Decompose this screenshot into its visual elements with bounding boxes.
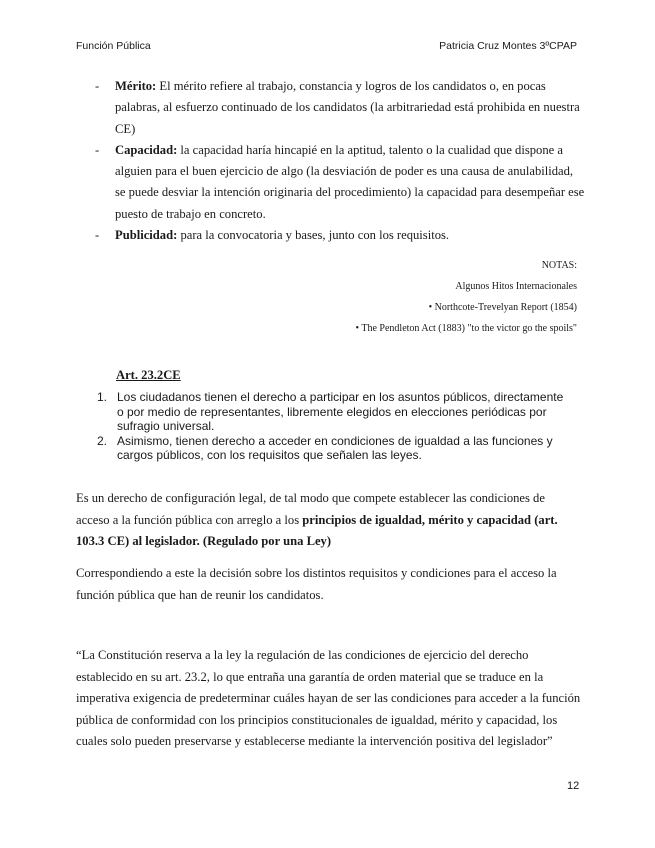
paragraph-bold: principios de igualdad, mérito y capacidad (art. 103.3 CE) al legislador. (Regulado por una Ley) bbox=[76, 512, 558, 548]
header-right: Patricia Cruz Montes 3ºCPAP bbox=[439, 40, 577, 52]
bullet-term: Publicidad: bbox=[115, 228, 178, 243]
notes-item-pendleton: • The Pendleton Act (1883) "to the victor go the spoils" bbox=[355, 323, 577, 334]
notes-title: NOTAS: bbox=[541, 260, 577, 271]
bullet-publicidad bbox=[95, 225, 585, 246]
bullet-marker: - bbox=[95, 228, 100, 243]
bullet-text: la capacidad haría hincapié en la aptitud, talento o la cualidad que dispone a alguien para el buen ejercicio de algo (la desviación de poder es una causa de anulabilidad, se puede desviar la intención originaria del procedimiento) la capacidad para desempeñar ese puesto de trabajo en concreto. bbox=[115, 142, 585, 221]
article-item-text: Los ciudadanos tienen el derecho a participar en los asuntos públicos, directamente o por medio de representantes, libremente elegidos en elecciones periódicas por sufragio universal. bbox=[117, 390, 564, 433]
bullet-capacidad bbox=[95, 140, 585, 225]
bullet-term: Capacidad: bbox=[115, 142, 178, 157]
notes-subtitle: Algunos Hitos Internacionales bbox=[455, 281, 577, 292]
article-item-number: 2. bbox=[97, 433, 108, 448]
paragraph-text: Es un derecho de configuración legal, de tal modo que compete establecer las condiciones de acceso a la función pública con arreglo a los bbox=[76, 491, 545, 527]
bullet-merito bbox=[95, 76, 585, 140]
paragraph-legal-config bbox=[76, 488, 581, 553]
article-list bbox=[97, 390, 567, 463]
bullet-marker: - bbox=[95, 79, 100, 93]
article-item-2 bbox=[97, 434, 567, 463]
principles-list bbox=[95, 76, 585, 246]
notes-item-northcote: • Northcote-Trevelyan Report (1854) bbox=[428, 302, 577, 313]
page-number: 12 bbox=[567, 780, 580, 792]
article-item-number: 1. bbox=[97, 390, 108, 404]
paragraph-requirements: Correspondiendo a este la decisión sobre los distintos requisitos y condiciones para el acceso la función pública que han de reunir los candidatos. bbox=[76, 566, 557, 602]
bullet-text: para la convocatoria y bases, junto con los requisitos. bbox=[177, 228, 450, 243]
bullet-text: El mérito refiere al trabajo, constancia y logros de los candidatos o, en pocas palabras, al esfuerzo continuado de los candidatos (la arbitrariedad está prohibida en nuestra CE) bbox=[115, 79, 580, 136]
article-item-text: Asimismo, tienen derecho a acceder en condiciones de igualdad a las funciones y cargos públicos, con los requisitos que señalen las leyes. bbox=[117, 433, 553, 462]
constitution-quote: “La Constitución reserva a la ley la regulación de las condiciones de ejercicio del derecho establecido en su art. 23.2, lo que entraña una garantía de orden material que se traduce en la imperativa exigencia de predeterminar cuáles hayan de ser las condiciones para acceder a la función pública de conformidad con los principios constitucionales de igualdad, mérito y capacidad, los cuales solo pueden preservarse y establecerse mediante la intervención positiva del legislador” bbox=[76, 648, 581, 748]
article-item-1 bbox=[97, 390, 567, 434]
bullet-term: Mérito: bbox=[115, 79, 157, 93]
article-title: Art. 23.2CE bbox=[116, 368, 181, 382]
header-left: Función Pública bbox=[76, 40, 151, 52]
bullet-marker: - bbox=[95, 142, 100, 157]
